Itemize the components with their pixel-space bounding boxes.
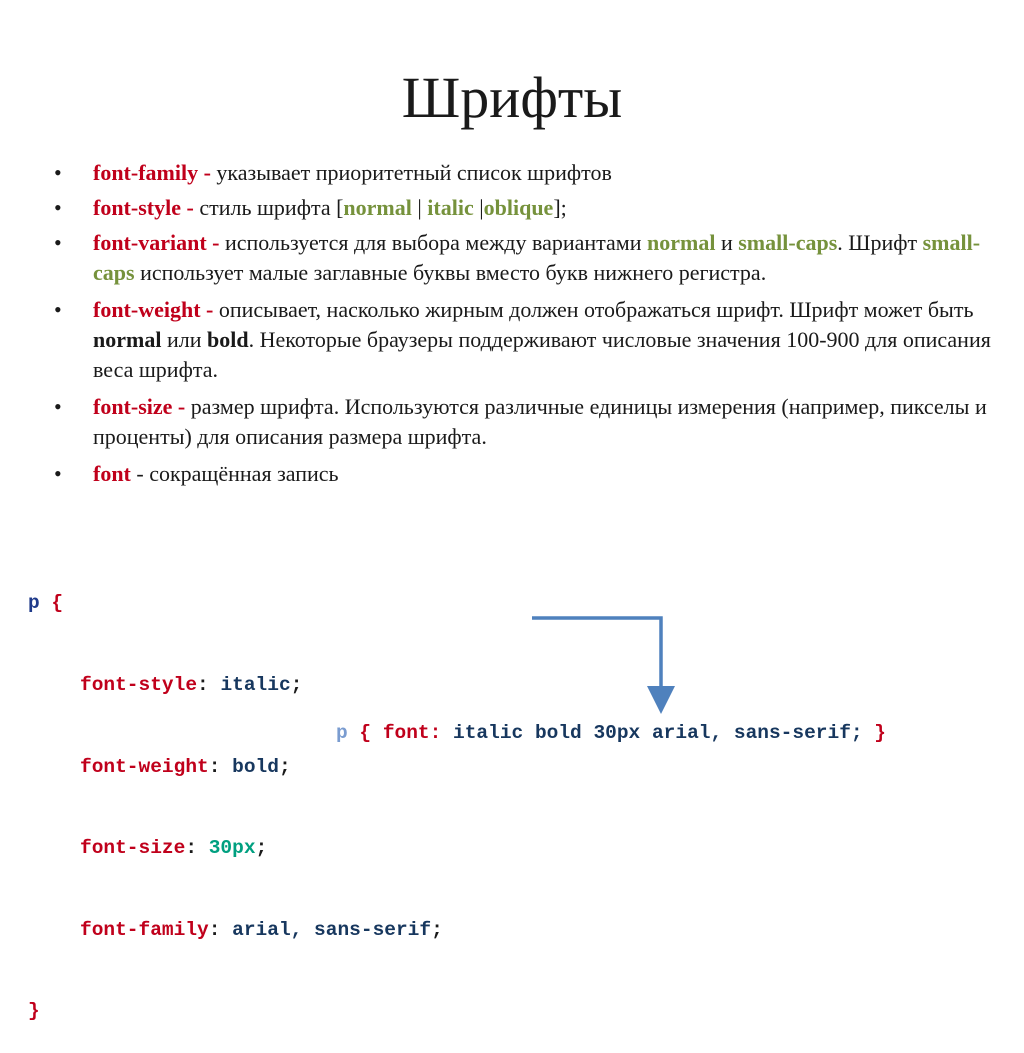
property-name: font-weight: [93, 297, 201, 322]
dash: -: [172, 394, 186, 419]
bullet-font-variant: [52, 228, 1002, 288]
value-small-caps: small-caps: [738, 230, 838, 255]
code-decl: [28, 672, 443, 699]
bullet-tail: ];: [553, 195, 567, 220]
shorthand-property: font:: [382, 722, 442, 744]
code-semicolon: ;: [431, 918, 443, 941]
css-shorthand-line: [336, 720, 886, 747]
bullet-text: размер шрифта. Используются различные единицы измерения (например, пикселы и проценты) для описания размера шрифта.: [93, 394, 987, 449]
code-value: 30px: [208, 837, 256, 860]
bullet-text: . Шрифт: [837, 230, 923, 255]
code-property: font-size: [80, 837, 186, 860]
code-open-brace: {: [39, 592, 64, 615]
code-colon: :: [208, 918, 233, 941]
bullet-font-style: [52, 193, 1002, 223]
code-decl: [28, 754, 443, 781]
dash: -: [180, 195, 194, 220]
value-normal: normal: [343, 195, 412, 220]
separator: |: [473, 195, 484, 220]
code-property: font-style: [80, 674, 198, 697]
dash: -: [198, 160, 211, 185]
bullet-text: и: [715, 230, 739, 255]
bullet-text: . Некоторые браузеры поддерживают числовые значения 100-900 для описания веса шрифта.: [93, 327, 991, 382]
property-name: font-family: [93, 160, 199, 185]
keyword-bold: bold: [206, 327, 249, 352]
property-name: font-size: [93, 394, 173, 419]
code-close-brace: }: [28, 1000, 40, 1023]
property-name: font-variant: [93, 230, 207, 255]
code-line-close: [28, 998, 443, 1025]
bullet-font-size: [52, 392, 1002, 452]
value-small-caps: small-caps: [93, 230, 981, 285]
bullet-text: описывает, насколько жирным должен отображаться шрифт. Шрифт может быть: [213, 297, 974, 322]
shorthand-value: italic bold 30px arial, sans-serif;: [441, 722, 863, 744]
separator: |: [411, 195, 428, 220]
code-value: italic: [220, 674, 291, 697]
bullet-text: указывает приоритетный список шрифтов: [210, 160, 612, 185]
bullet-font-family: [52, 158, 1002, 188]
property-name: font: [93, 461, 131, 486]
bullet-text: используется для выбора между вариантами: [219, 230, 648, 255]
keyword-normal: normal: [93, 327, 162, 352]
code-selector: p: [28, 592, 40, 615]
code-semicolon: ;: [278, 755, 291, 778]
dash: -: [206, 230, 220, 255]
shorthand-close-brace: }: [862, 722, 887, 744]
bullet-text: стиль шрифта [: [193, 195, 344, 220]
code-line-open: [28, 590, 443, 617]
bullet-list: [52, 158, 1002, 489]
shorthand-open-brace: {: [347, 722, 383, 744]
dash: -: [200, 297, 214, 322]
code-property: font-family: [80, 918, 209, 941]
value-oblique: oblique: [483, 195, 554, 220]
value-italic: italic: [427, 195, 474, 220]
code-semicolon: ;: [255, 837, 268, 860]
code-property: font-weight: [80, 755, 209, 778]
bullet-text: использует малые заглавные буквы вместо букв нижнего регистра.: [134, 260, 767, 285]
code-decl: [28, 917, 443, 944]
code-colon: :: [197, 674, 221, 697]
shorthand-selector: p: [336, 722, 348, 744]
slide-title: Шрифты: [401, 65, 623, 130]
code-colon: :: [185, 837, 209, 860]
code-value: arial, sans-serif: [232, 918, 432, 941]
bullet-font-weight: [52, 295, 1002, 385]
code-colon: :: [208, 755, 233, 778]
css-code-block: [28, 536, 443, 1053]
bullet-font: [52, 459, 1002, 489]
property-name: font-style: [93, 195, 181, 220]
bullet-text: - сокращённая запись: [130, 461, 339, 486]
bullet-text: или: [161, 327, 207, 352]
code-value: bold: [232, 755, 279, 778]
code-semicolon: ;: [290, 674, 303, 697]
code-decl: [28, 835, 443, 862]
value-normal: normal: [647, 230, 716, 255]
